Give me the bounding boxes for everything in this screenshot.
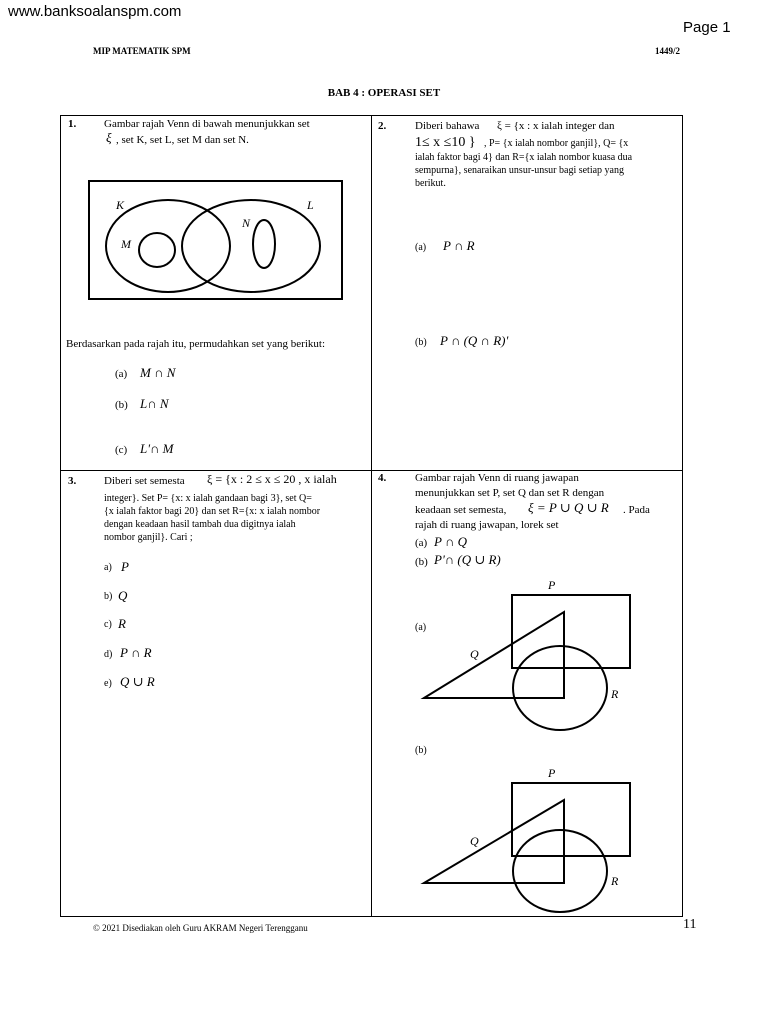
part-expression: P (121, 559, 129, 574)
question-text: ialah faktor bagi 4} dan R={x ialah nombor kuasa dua (415, 152, 633, 163)
question-text: , set K, set L, set M dan set N. (116, 134, 249, 146)
question-number: 1. (68, 118, 77, 130)
label-q: Q (470, 834, 479, 848)
venn-diagram-q4a[interactable] (420, 575, 635, 735)
set-m-circle (139, 233, 175, 267)
part-label: (b) (115, 399, 128, 411)
question-text: Gambar rajah Venn di ruang jawapan (415, 472, 579, 484)
part-label: e) (104, 678, 112, 689)
part-label: b) (104, 591, 113, 602)
part-expression: M ∩ N (140, 365, 176, 380)
site-url[interactable]: www.banksoalanspm.com (8, 3, 182, 20)
question-number: 2. (378, 120, 387, 132)
question-text: nombor ganjil}. Cari ; (104, 532, 193, 543)
part-expression: L∩ N (140, 396, 169, 411)
label-q: Q (470, 647, 479, 661)
question-text: integer}. Set P= {x: x ialah gandaan bagi 3}, set Q= (104, 493, 312, 504)
label-k: K (116, 198, 125, 212)
table-row-divider (60, 470, 683, 471)
question-text: menunjukkan set P, set Q dan set R dengan (415, 487, 605, 499)
question-text: ξ = {x : 2 ≤ x ≤ 20 , x ialah (207, 472, 337, 486)
part-label: c) (104, 619, 112, 630)
question-text: keadaan set semesta, (415, 504, 507, 516)
part-label: (b) (415, 556, 428, 568)
part-expression: P ∩ (Q ∩ R)' (440, 333, 509, 348)
part-expression: Q (118, 588, 128, 603)
page-label: Page 1 (683, 19, 731, 36)
label-m: M (121, 237, 131, 251)
part-expression: R (118, 616, 126, 631)
question-text: dengan keadaan hasil tambah dua digitnya ialah (104, 519, 296, 530)
footer-page-number: 11 (683, 917, 697, 932)
question-text: Gambar rajah Venn di bawah menunjukkan set (104, 118, 310, 130)
chapter-title: BAB 4 : OPERASI SET (327, 87, 441, 99)
question-text: {x ialah faktor bagi 20} dan set R={x: x ialah nombor (104, 506, 321, 517)
question-text: ξ = {x : x ialah integer dan (497, 120, 615, 132)
label-p: P (548, 578, 556, 592)
set-q-triangle (424, 612, 564, 698)
set-r-circle (513, 646, 607, 730)
part-expression: P ∩ Q (434, 534, 467, 549)
table-column-divider (371, 115, 372, 917)
set-l-ellipse (182, 200, 320, 292)
question-text: rajah di ruang jawapan, lorek set (415, 519, 559, 531)
part-label: (c) (115, 444, 128, 456)
paper-code: 1449/2 (655, 46, 681, 56)
xi-symbol: ξ (106, 130, 112, 145)
question-text: , P= {x ialah nombor ganjil}, Q= {x (484, 138, 629, 149)
part-expression: P ∩ R (120, 645, 152, 660)
question-text: Diberi bahawa (415, 120, 480, 132)
footer-copyright: © 2021 Disediakan oleh Guru AKRAM Negeri Terengganu (93, 923, 308, 933)
part-label: (a) (415, 537, 428, 549)
question-text: . Pada (623, 504, 650, 516)
label-r: R (611, 874, 619, 888)
universal-set-expression: ξ = P ∪ Q ∪ R (528, 500, 609, 515)
question-text: berikut. (415, 178, 446, 189)
label-l: L (307, 198, 314, 212)
question-text: Diberi set semesta (104, 475, 185, 487)
part-expression: Q ∪ R (120, 674, 155, 689)
part-expression: P'∩ (Q ∪ R) (434, 552, 501, 567)
subject-title: MIP MATEMATIK SPM (93, 46, 191, 56)
question-number: 4. (378, 472, 387, 484)
question-text: 1≤ x ≤10 } (415, 135, 476, 150)
set-q-triangle (424, 800, 564, 883)
label-r: R (611, 687, 619, 701)
part-expression: P ∩ R (443, 238, 475, 253)
set-n-ellipse (253, 220, 275, 268)
venn-diagram-q4b[interactable] (420, 763, 635, 915)
part-label: (a) (115, 368, 128, 380)
label-n: N (242, 216, 251, 230)
venn-diagram-q1 (88, 180, 344, 302)
label-p: P (548, 766, 556, 780)
question-instruction: Berdasarkan pada rajah itu, permudahkan set yang berikut: (66, 338, 326, 350)
diagram-label: (a) (415, 622, 427, 633)
set-r-circle (513, 830, 607, 912)
part-expression: L'∩ M (140, 441, 174, 456)
part-label: a) (104, 562, 112, 573)
diagram-label: (b) (415, 745, 427, 756)
part-label: d) (104, 649, 113, 660)
part-label: (a) (415, 242, 427, 253)
question-number: 3. (68, 475, 77, 487)
part-label: (b) (415, 337, 427, 348)
question-text: sempurna}, senaraikan unsur-unsur bagi setiap yang (415, 165, 624, 176)
